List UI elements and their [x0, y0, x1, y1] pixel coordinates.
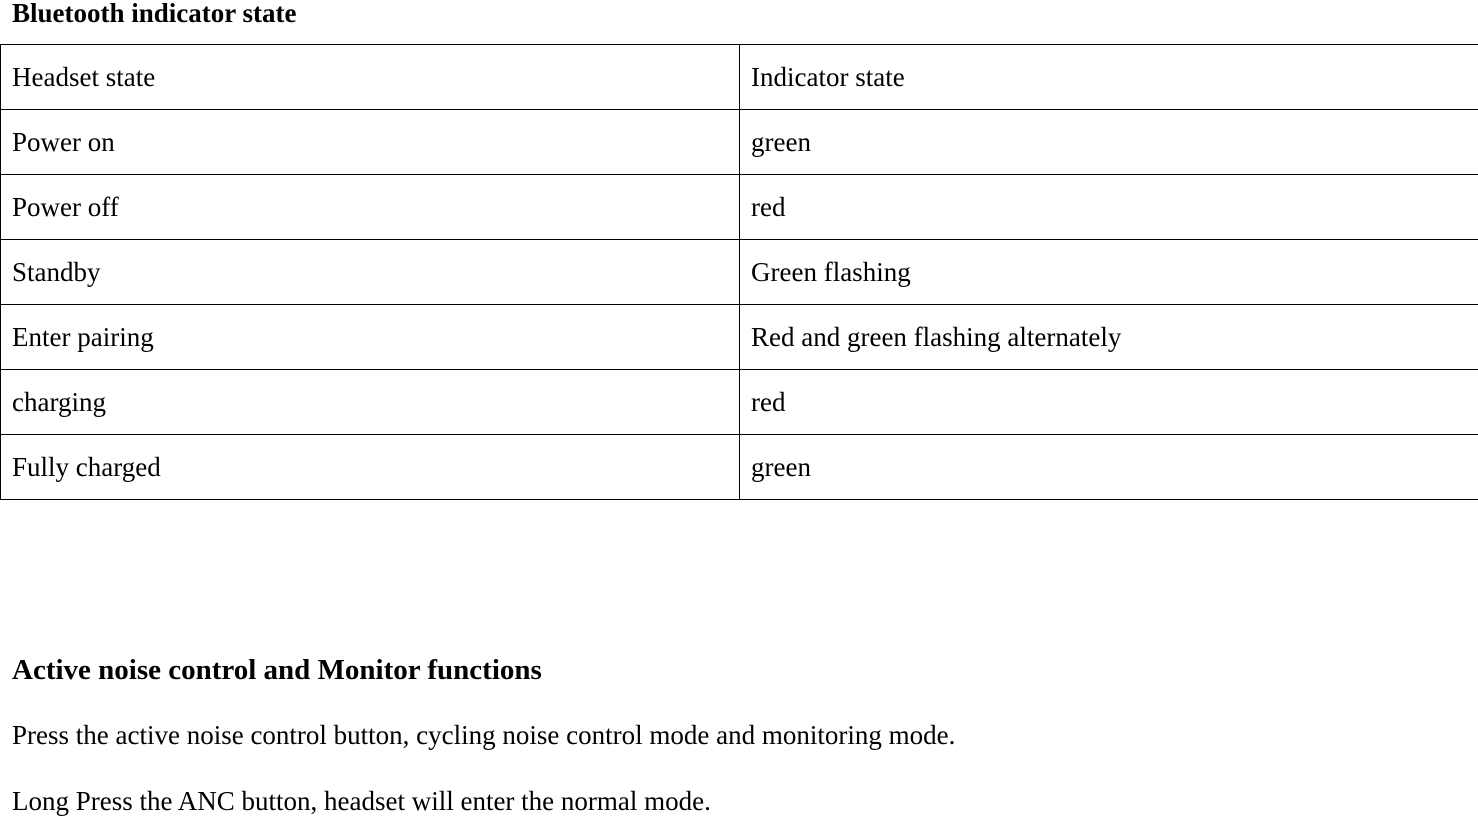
paragraph-anc-long-press: Long Press the ANC button, headset will enter the normal mode. — [12, 786, 711, 816]
table-cell: Red and green flashing alternately — [740, 305, 1478, 370]
table-header-row — [1, 45, 1478, 110]
table-cell: charging — [1, 370, 740, 435]
table-cell: Power on — [1, 110, 740, 175]
table-cell: red — [740, 370, 1478, 435]
table-cell: Indicator state — [740, 45, 1478, 110]
table-cell: Fully charged — [1, 435, 740, 500]
table-cell: Power off — [1, 175, 740, 240]
table-cell: green — [740, 435, 1478, 500]
table-cell: Headset state — [1, 45, 740, 110]
table-row — [1, 305, 1478, 370]
table-cell: Green flashing — [740, 240, 1478, 305]
section-heading-anc-monitor: Active noise control and Monitor functions — [12, 654, 542, 686]
section-heading-bluetooth-indicator: Bluetooth indicator state — [12, 0, 297, 28]
table-row — [1, 240, 1478, 305]
table-row — [1, 175, 1478, 240]
table-cell: green — [740, 110, 1478, 175]
table-row — [1, 435, 1478, 500]
table-row — [1, 110, 1478, 175]
table-cell: Standby — [1, 240, 740, 305]
indicator-state-table — [0, 44, 1478, 500]
table-cell: Enter pairing — [1, 305, 740, 370]
table-cell: red — [740, 175, 1478, 240]
table-row — [1, 370, 1478, 435]
paragraph-anc-cycle: Press the active noise control button, cycling noise control mode and monitoring mode. — [12, 720, 955, 750]
